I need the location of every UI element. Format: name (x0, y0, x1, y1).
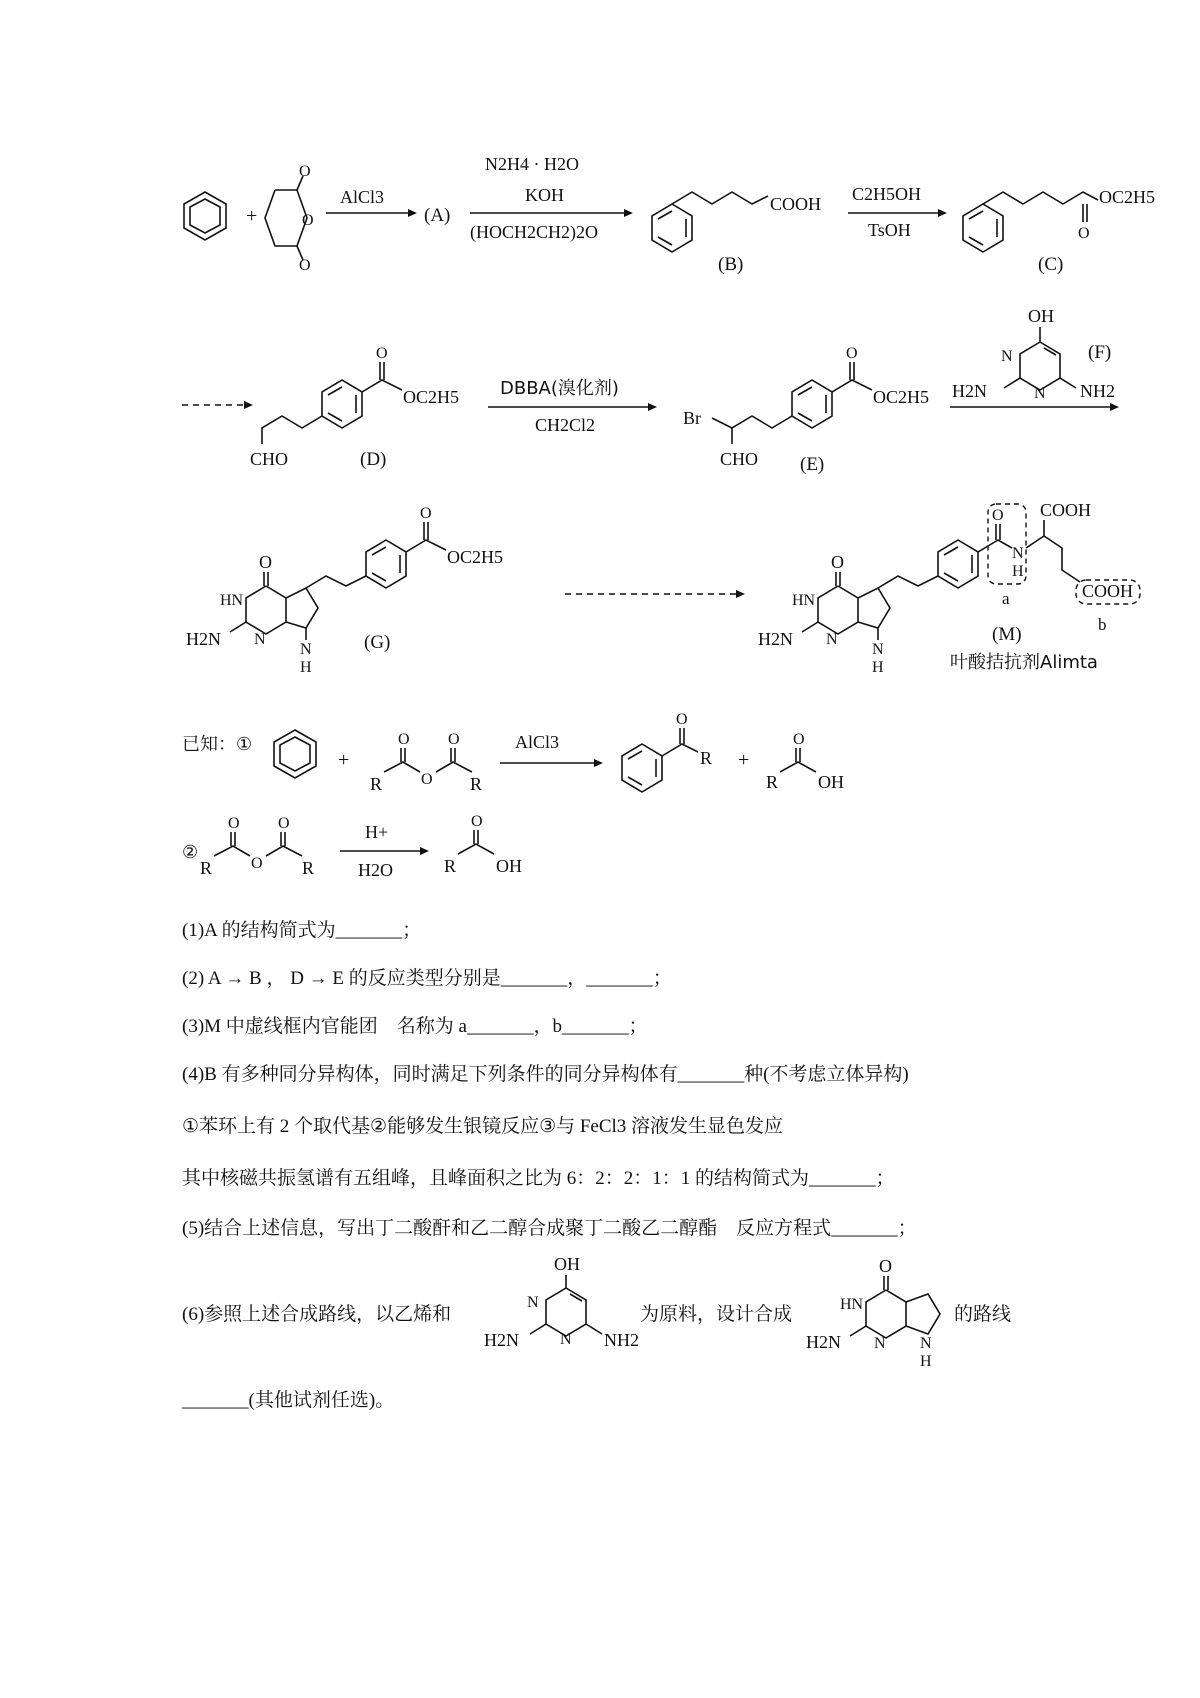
compound-B-structure (652, 192, 821, 252)
plus-sign: + (738, 749, 750, 771)
atom-H: H (920, 1353, 932, 1370)
reagent-alcl3: AlCl3 (340, 187, 385, 207)
atom-O: O (471, 813, 483, 830)
atom-O: O (676, 711, 688, 728)
benzene-structure (184, 192, 226, 240)
atom-H2N: H2N (952, 381, 987, 401)
atom-OH: OH (1028, 306, 1054, 326)
atom-OC2H5: OC2H5 (1099, 187, 1156, 207)
atom-R: R (200, 858, 213, 878)
atom-OH: OH (554, 1254, 580, 1274)
label-alimta: 叶酸拮抗剂Alimta (950, 652, 1098, 673)
atom-R: R (700, 748, 713, 768)
atom-H: H (1012, 563, 1024, 580)
question-2: (2) A → B ， D → E 的反应类型分别是_______，_______； (182, 968, 672, 989)
atom-H2N: H2N (806, 1332, 841, 1352)
atom-N: N (254, 631, 266, 648)
carboxylic-acid-structure (444, 813, 522, 876)
question-6-middle: 为原料，设计合成 (640, 1304, 793, 1325)
atom-O: O (278, 815, 290, 832)
question-6-start: (6)参照上述合成路线，以乙烯和 (182, 1304, 452, 1325)
atom-O: O (251, 855, 263, 872)
atom-N: N (874, 1335, 886, 1352)
atom-N: N (1012, 545, 1024, 562)
question-4-nmr: 其中核磁共振氢谱有五组峰，且峰面积之比为 6：2：2：1：1 的结构简式为_______； (182, 1168, 895, 1189)
atom-O: O (299, 257, 311, 274)
compound-C-structure (963, 187, 1155, 252)
atom-N: N (1034, 385, 1046, 402)
atom-H: H (872, 659, 884, 676)
atom-OC2H5: OC2H5 (873, 387, 930, 407)
label-F: (F) (1088, 342, 1112, 363)
question-3: (3)M 中虚线框内官能团 名称为 a_______，b_______； (182, 1016, 648, 1037)
atom-O: O (398, 731, 410, 748)
atom-COOH: COOH (1082, 581, 1134, 601)
atom-O: O (376, 345, 388, 362)
atom-H: H (300, 659, 312, 676)
atom-COOH: COOH (1040, 500, 1092, 520)
known-2-marker: ② (182, 842, 199, 863)
atom-O: O (302, 212, 314, 229)
label-E: (E) (800, 454, 825, 475)
carboxylic-acid-structure (766, 731, 844, 792)
label-A: (A) (424, 205, 451, 226)
label-M: (M) (992, 624, 1022, 645)
atom-N: N (1001, 348, 1013, 365)
reagent-ch2cl2: CH2Cl2 (535, 415, 596, 435)
atom-O: O (259, 552, 272, 572)
atom-Br: Br (683, 408, 701, 428)
atom-N: N (920, 1335, 932, 1352)
benzene-structure (274, 730, 316, 778)
atom-O: O (846, 345, 858, 362)
atom-O: O (793, 731, 805, 748)
question-6-answer: _______(其他试剂任选)。 (182, 1390, 395, 1411)
atom-N: N (560, 1331, 572, 1348)
atom-N: N (872, 641, 884, 658)
reagent-hydrazine: N2H4 · H2O (485, 154, 579, 174)
atom-R: R (370, 774, 383, 794)
reagent-diethylene-glycol: (HOCH2CH2)2O (470, 222, 598, 242)
reagent-tsoh: TsOH (868, 220, 911, 240)
compound-M-structure (758, 500, 1140, 676)
atom-COOH: COOH (770, 194, 822, 214)
question-1: (1)A 的结构简式为_______； (182, 920, 422, 941)
atom-OC2H5: OC2H5 (403, 387, 460, 407)
atom-OC2H5: OC2H5 (447, 547, 504, 567)
label-D: (D) (360, 449, 387, 470)
known-reagent-alcl3: AlCl3 (515, 732, 560, 752)
atom-HN: HN (840, 1296, 864, 1313)
compound-E-structure (683, 345, 929, 469)
plus-sign: + (246, 205, 258, 227)
label-box-a: a (1002, 589, 1010, 608)
succinic-anhydride-structure (265, 163, 314, 274)
atom-N: N (826, 631, 838, 648)
question-4-conditions: ①苯环上有 2 个取代基②能够发生银镜反应③与 FeCl3 溶液发生显色发应 (182, 1116, 784, 1137)
atom-N: N (527, 1294, 539, 1311)
atom-O: O (879, 1256, 892, 1276)
atom-NH2: NH2 (604, 1330, 639, 1350)
label-B: (B) (718, 254, 744, 275)
aryl-ketone-structure (622, 711, 712, 792)
atom-O: O (228, 815, 240, 832)
atom-O: O (421, 771, 433, 788)
atom-N: N (300, 641, 312, 658)
atom-R: R (766, 772, 779, 792)
question-5: (5)结合上述信息，写出丁二酸酐和乙二醇合成聚丁二酸乙二醇酯 反应方程式_______； (182, 1218, 917, 1239)
label-box-b: b (1098, 615, 1107, 634)
known-reagent-h: H+ (365, 822, 389, 842)
atom-OH: OH (818, 772, 844, 792)
compound-D-structure (250, 345, 459, 469)
atom-H2N: H2N (484, 1330, 519, 1350)
question-4: (4)B 有多种同分异构体，同时满足下列条件的同分异构体有_______种(不考虑立体异构) (182, 1064, 909, 1085)
pyrrolopyrimidinone-structure (806, 1256, 940, 1370)
known-reagent-h2o: H2O (358, 860, 393, 880)
anhydride-structure (200, 815, 314, 878)
reagent-ethanol: C2H5OH (852, 184, 922, 204)
label-C: (C) (1038, 254, 1064, 275)
atom-R: R (470, 774, 483, 794)
plus-sign: + (338, 749, 350, 771)
known-prefix: 已知：① (182, 734, 253, 755)
reagent-koh: KOH (525, 185, 564, 205)
atom-HN: HN (220, 592, 244, 609)
atom-OH: OH (496, 856, 522, 876)
atom-O: O (448, 731, 460, 748)
atom-O: O (831, 552, 844, 572)
atom-H2N: H2N (186, 629, 221, 649)
atom-R: R (302, 858, 315, 878)
anhydride-structure (370, 731, 482, 794)
question-6-end: 的路线 (954, 1304, 1012, 1325)
atom-O: O (1078, 225, 1090, 242)
atom-R: R (444, 856, 457, 876)
atom-NH2: NH2 (1080, 381, 1115, 401)
atom-O: O (992, 507, 1004, 524)
diaminopyrimidinol-structure (484, 1254, 639, 1350)
atom-CHO: CHO (250, 449, 289, 469)
label-G: (G) (364, 632, 391, 653)
atom-CHO: CHO (720, 449, 759, 469)
atom-H2N: H2N (758, 629, 793, 649)
atom-HN: HN (792, 592, 816, 609)
compound-G-structure (186, 505, 503, 676)
reagent-dbba: DBBA(溴化剂) (500, 378, 619, 399)
atom-O: O (420, 505, 432, 522)
atom-O: O (299, 163, 311, 180)
